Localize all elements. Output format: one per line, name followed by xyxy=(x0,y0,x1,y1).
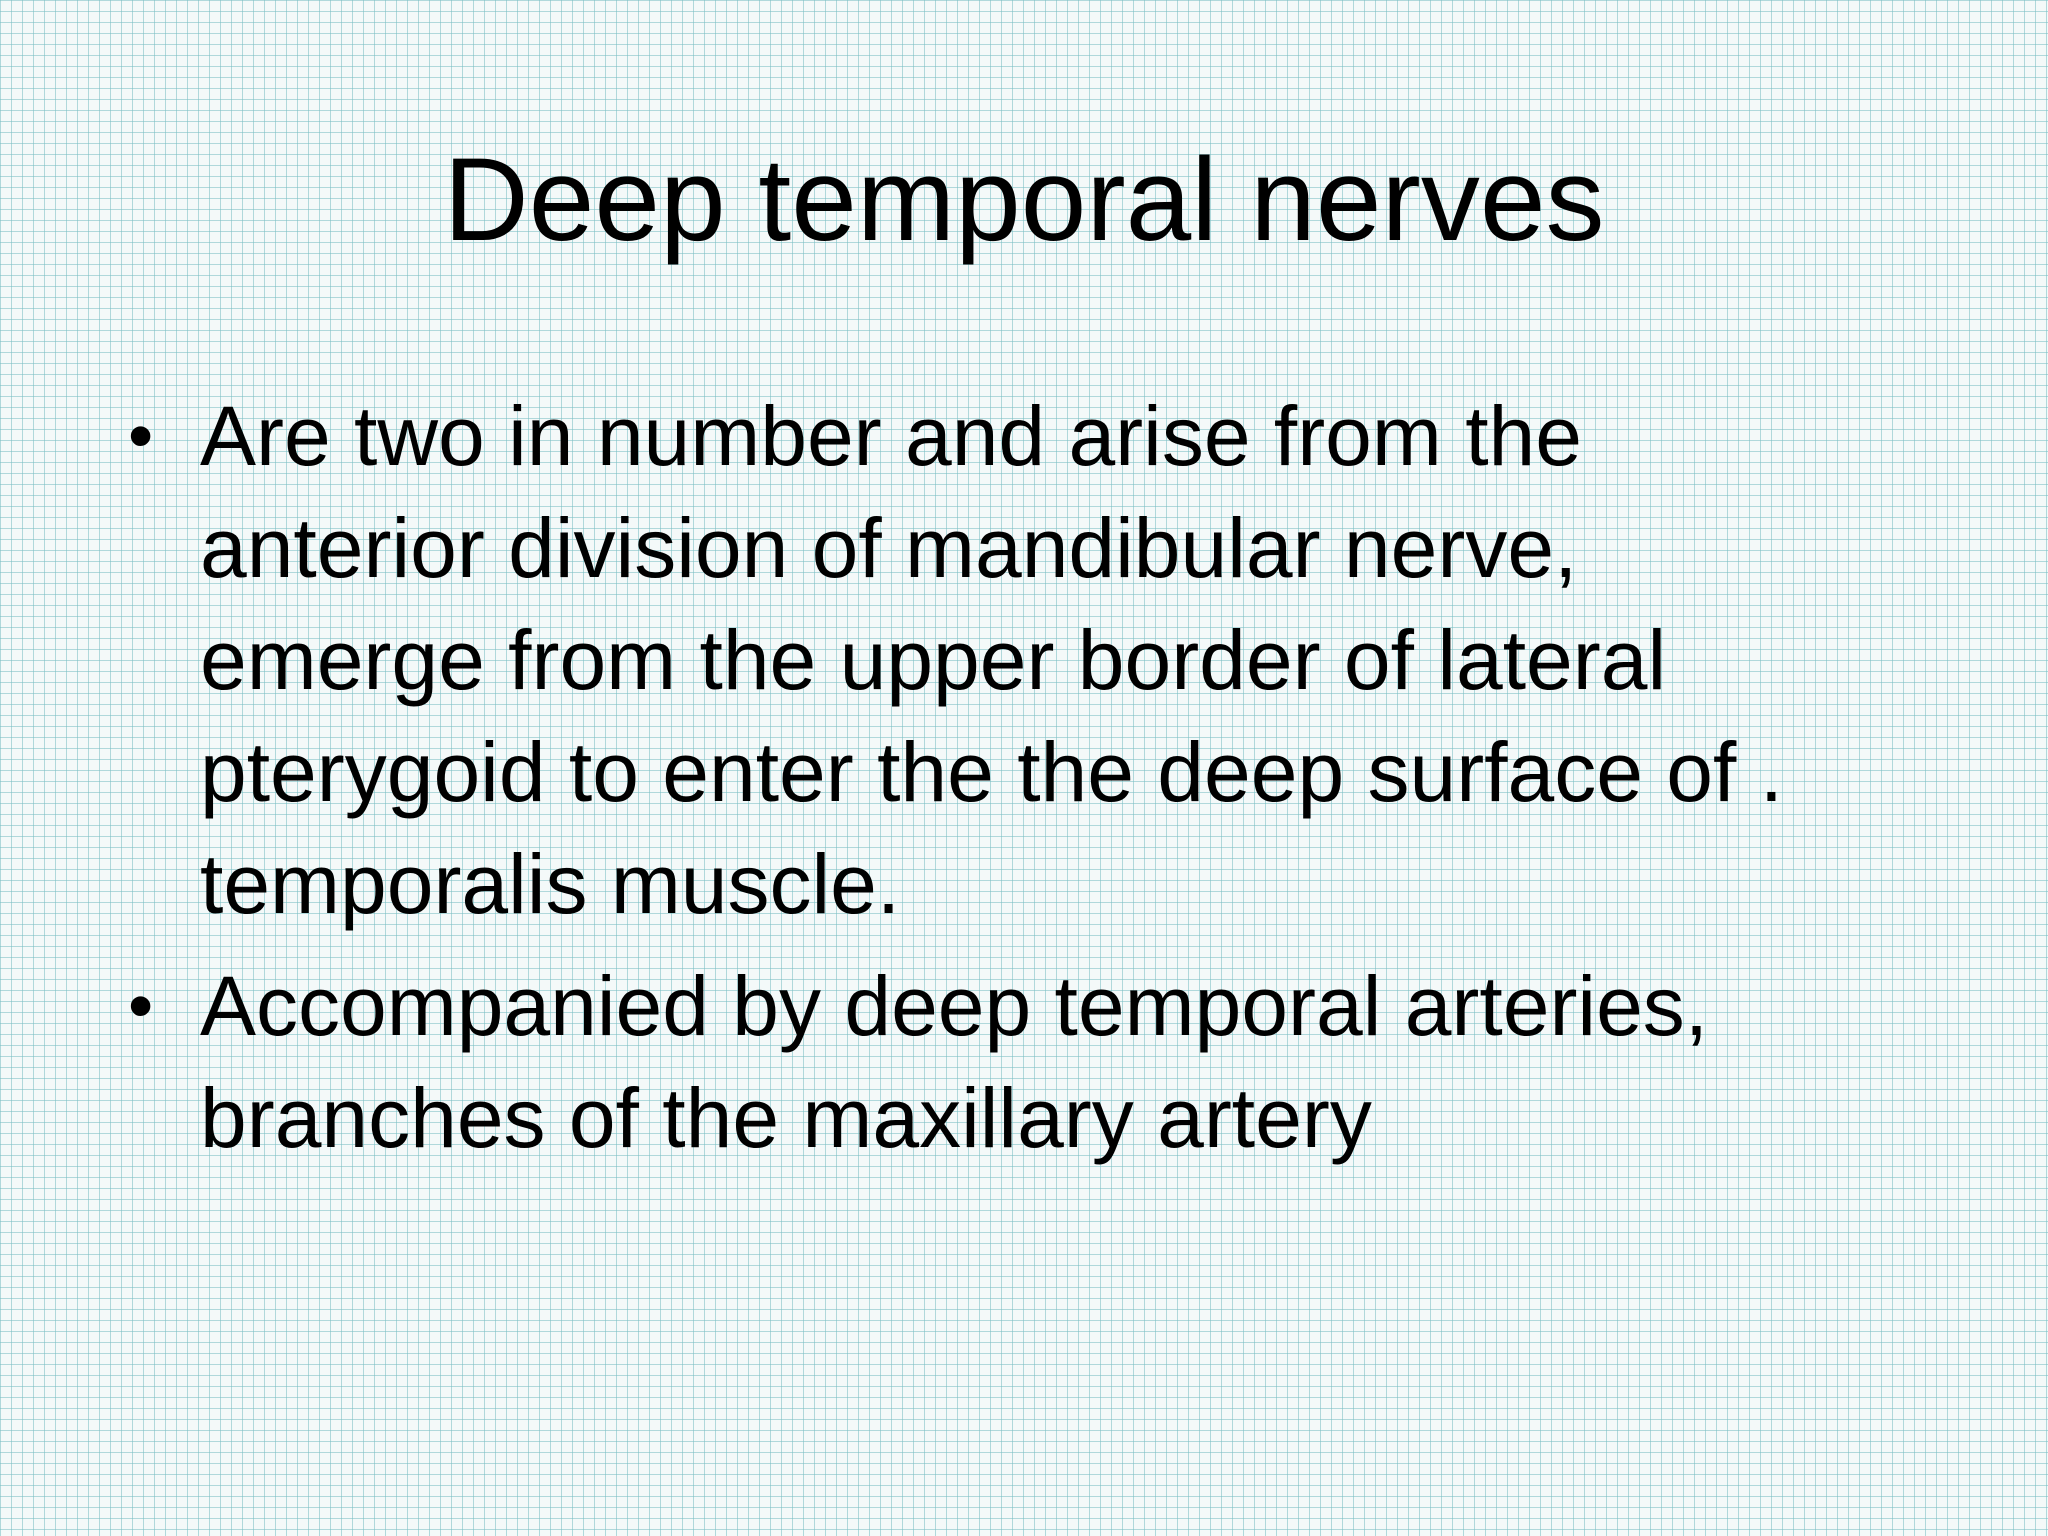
bullet-marker-icon: • xyxy=(128,396,154,476)
bullet-text-line: anterior division of mandibular nerve, xyxy=(200,501,1578,595)
bullet-text-line: Are two in number and arise from the xyxy=(200,389,1582,483)
bullet-text-line: pterygoid to enter the the deep surface of . xyxy=(200,725,1784,819)
bullet-text-line: branches of the maxillary artery xyxy=(200,1071,1372,1165)
bullet-list xyxy=(120,380,1980,1184)
bullet-item xyxy=(120,950,1980,1174)
bullet-item xyxy=(120,380,1980,940)
bullet-text-line: emerge from the upper border of lateral xyxy=(200,613,1667,707)
bullet-text-line: temporalis muscle. xyxy=(200,837,901,931)
bullet-text-line: Accompanied by deep temporal arteries, xyxy=(200,959,1709,1053)
bullet-marker-icon: • xyxy=(128,966,154,1046)
slide-title: Deep temporal nerves xyxy=(443,134,1605,266)
